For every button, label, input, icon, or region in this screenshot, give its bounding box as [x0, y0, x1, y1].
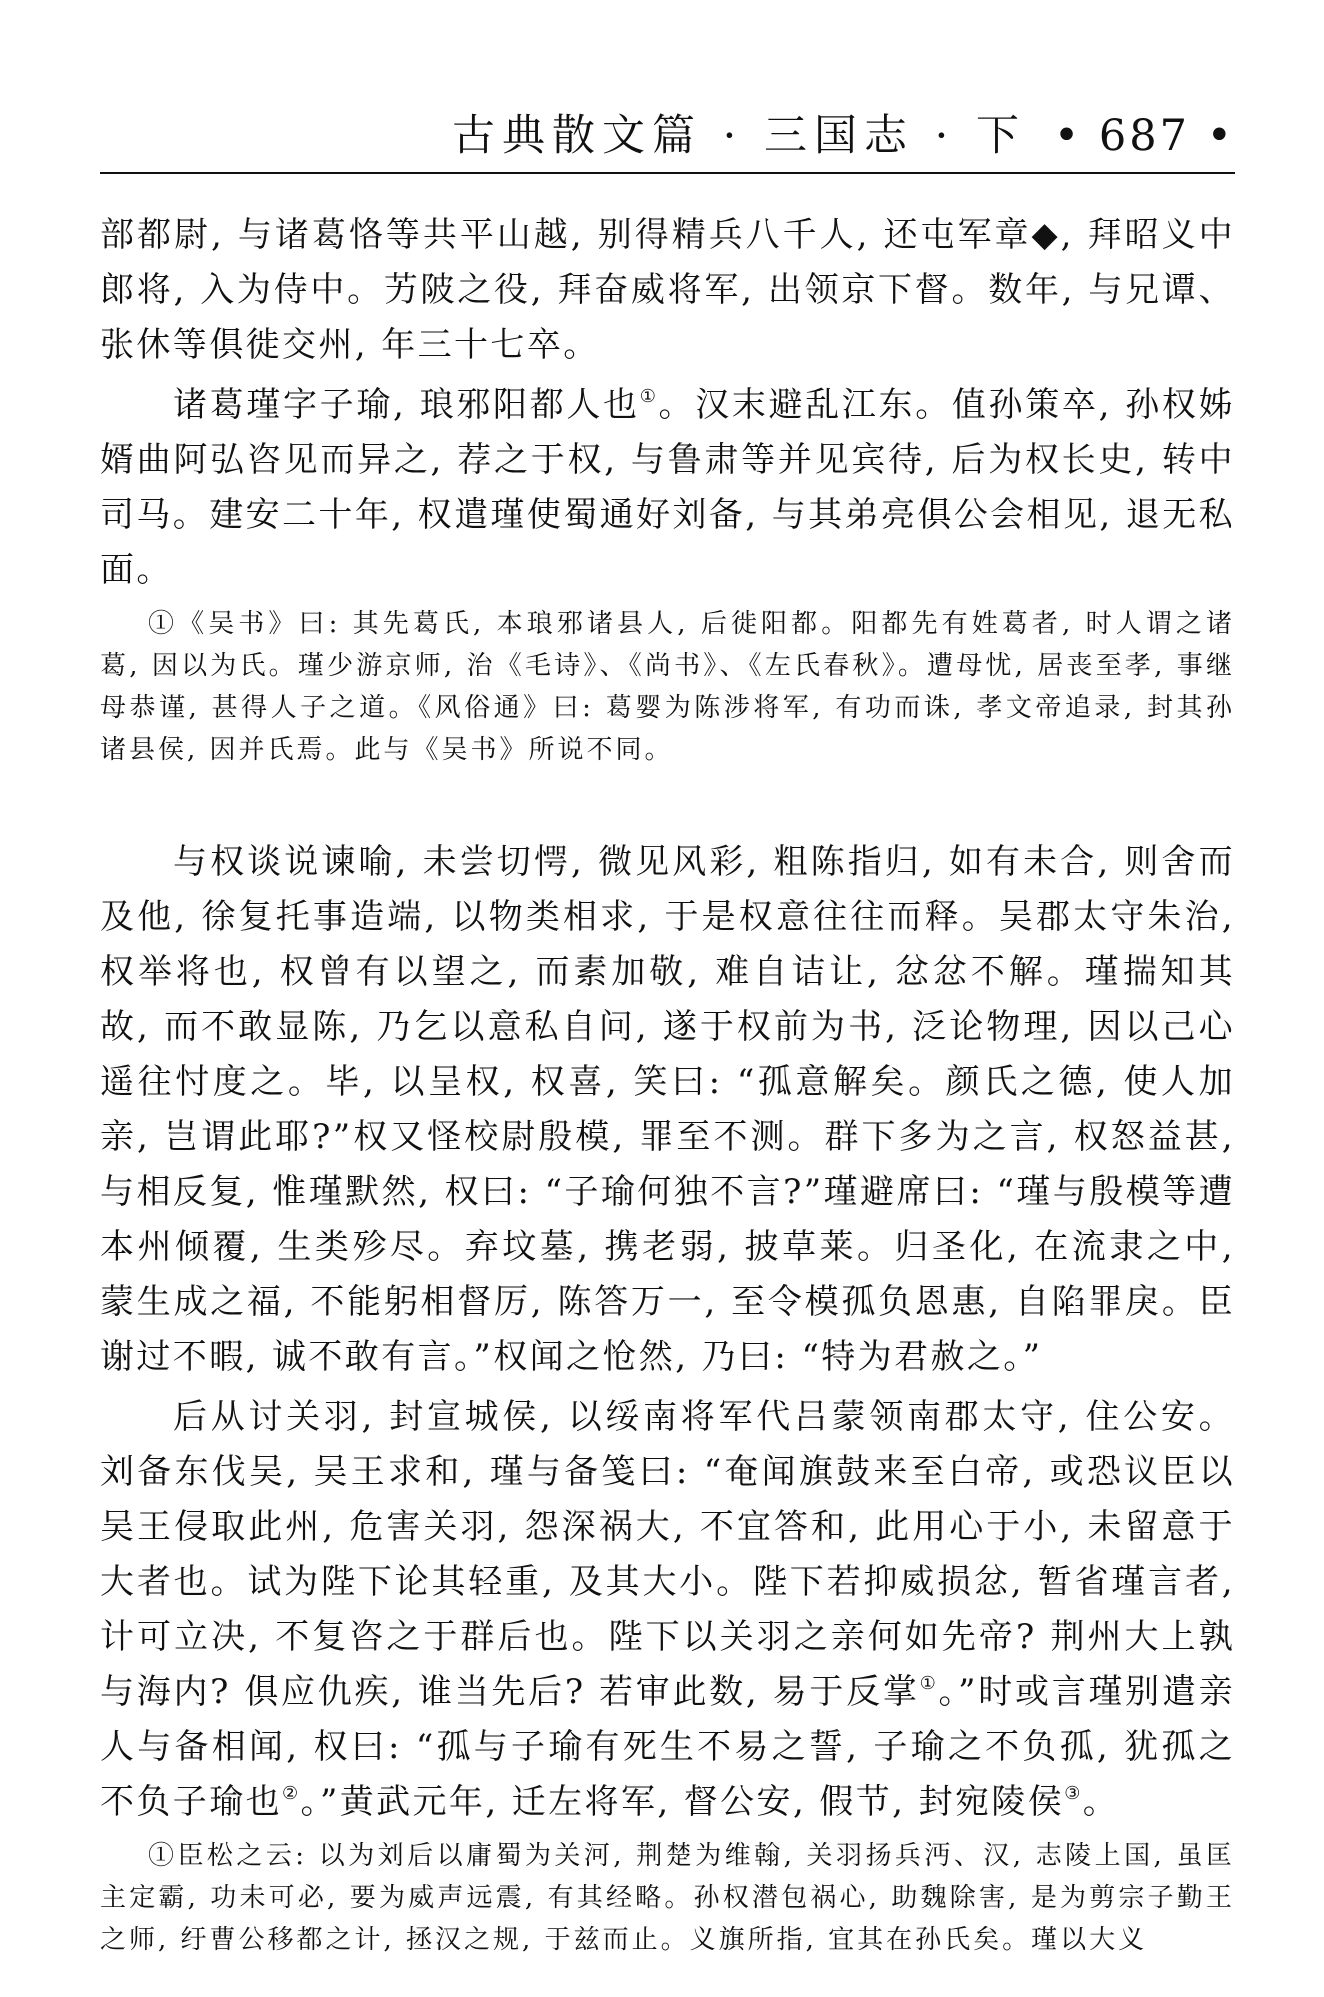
- paragraph-4-text-c: 。”黄武元年, 迁左将军, 督公安, 假节, 封宛陵侯: [300, 1782, 1065, 1822]
- footnote-ref: ②: [282, 1782, 301, 1804]
- section-gap: [100, 771, 1235, 835]
- paragraph-4-text-a: 后从讨关羽, 封宣城侯, 以绥南将军代吕蒙领南郡太守, 住公安。刘备东伐吴, 吴王求和, 瑾与备笺曰: “奄闻旗鼓来至白帝, 或恐议臣以吴王侵取此州, 危害关羽, 怨深祸大, 不宜答和, 此用心于小, 未留意于大者也。试为陛下论其轻重, 及其大小。陛下若抑威损忿, 暂省瑾言者, 计可立决, 不复咨之于群后也。陛下以关羽之亲何如先帝? 荆州大上孰与海内? 俱应仇疾, 谁当先后? 若审此数, 易于反掌: [100, 1397, 1235, 1712]
- paragraph-4-text-b: 。”时或言瑾别遣亲人与备相闻, 权曰: “孤与子瑜有死生不易之誓, 子瑜之不负孤, 犹孤之不负子瑜也: [100, 1672, 1236, 1822]
- running-title: 古典散文篇 · 三国志 · 下: [452, 111, 1027, 161]
- paragraph-2-text-a: 诸葛瑾字子瑜, 琅邪阳都人也: [173, 385, 640, 425]
- footnote-ref: ③: [1064, 1782, 1083, 1804]
- paragraph-1: 部都尉, 与诸葛恪等共平山越, 别得精兵八千人, 还屯军章◆, 拜昭义中郎将, 入为侍中。艻陂之役, 拜奋威将军, 出领京下督。数年, 与兄谭、张休等俱徙交州, 年三十七卒。: [100, 215, 1235, 365]
- page-content: [100, 208, 1235, 1961]
- footnote-1: ①《吴书》曰: 其先葛氏, 本琅邪诸县人, 后徙阳都。阳都先有姓葛者, 时人谓之诸葛, 因以为氏。瑾少游京师, 治《毛诗》、《尚书》、《左氏春秋》。遭母忧, 居丧至孝, 事继母恭谨, 甚得人子之道。《风俗通》曰: 葛婴为陈涉将军, 有功而诛, 孝文帝追录, 封其孙诸县侯, 因并氏焉。此与《吴书》所说不同。: [100, 609, 1235, 765]
- paragraph-3: 与权谈说谏喻, 未尝切愕, 微见风彩, 粗陈指归, 如有未合, 则舍而及他, 徐复托事造端, 以物类相求, 于是权意往往而释。吴郡太守朱治, 权举将也, 权曾有以望之, 而素加敬, 难自诘让, 忿忿不解。瑾揣知其故, 而不敢显陈, 乃乞以意私自问, 遂于权前为书, 泛论物理, 因以己心遥往忖度之。毕, 以呈权, 权喜, 笑曰: “孤意解矣。颜氏之德, 使人加亲, 岂谓此耶?”权又怪校尉殷模, 罪至不测。群下多为之言, 权怒益甚, 与相反复, 惟瑾默然, 权曰: “子瑜何独不言?”瑾避席曰: “瑾与殷模等遭本州倾覆, 生类殄尽。弃坟墓, 携老弱, 披草莱。归圣化, 在流隶之中, 蒙生成之福, 不能躬相督厉, 陈答万一, 至令模孤负恩惠, 自陷罪戾。臣谢过不暇, 诚不敢有言。”权闻之怆然, 乃曰: “特为君赦之。”: [100, 842, 1235, 1377]
- page-number: • 687 •: [1053, 111, 1235, 161]
- paragraph-2-text-b: 。汉末避乱江东。值孙策卒, 孙权姊婿曲阿弘咨见而异之, 荐之于权, 与鲁肃等并见宾待, 后为权长史, 转中司马。建安二十年, 权遣瑾使蜀通好刘备, 与其弟亮俱公会相见, 退无私面。: [100, 385, 1235, 590]
- paragraph-4-text-d: 。: [1082, 1782, 1120, 1822]
- footnote-ref: ①: [639, 385, 659, 407]
- paragraph-4: [100, 1390, 1235, 1830]
- page-header: [100, 108, 1235, 172]
- footnote-2: ①臣松之云: 以为刘后以庸蜀为关河, 荆楚为维翰, 关羽扬兵沔、汉, 志陵上国, 虽匡主定霸, 功未可必, 要为威声远震, 有其经略。孙权潜包祸心, 助魏除害, 是为剪宗子勤王之师, 纡曹公移都之计, 拯汉之规, 于兹而止。义旗所指, 宜其在孙氏矣。瑾以大义: [100, 1841, 1235, 1955]
- header-rule: [100, 172, 1235, 174]
- footnote-ref: ①: [919, 1672, 939, 1694]
- paragraph-2: [100, 378, 1235, 598]
